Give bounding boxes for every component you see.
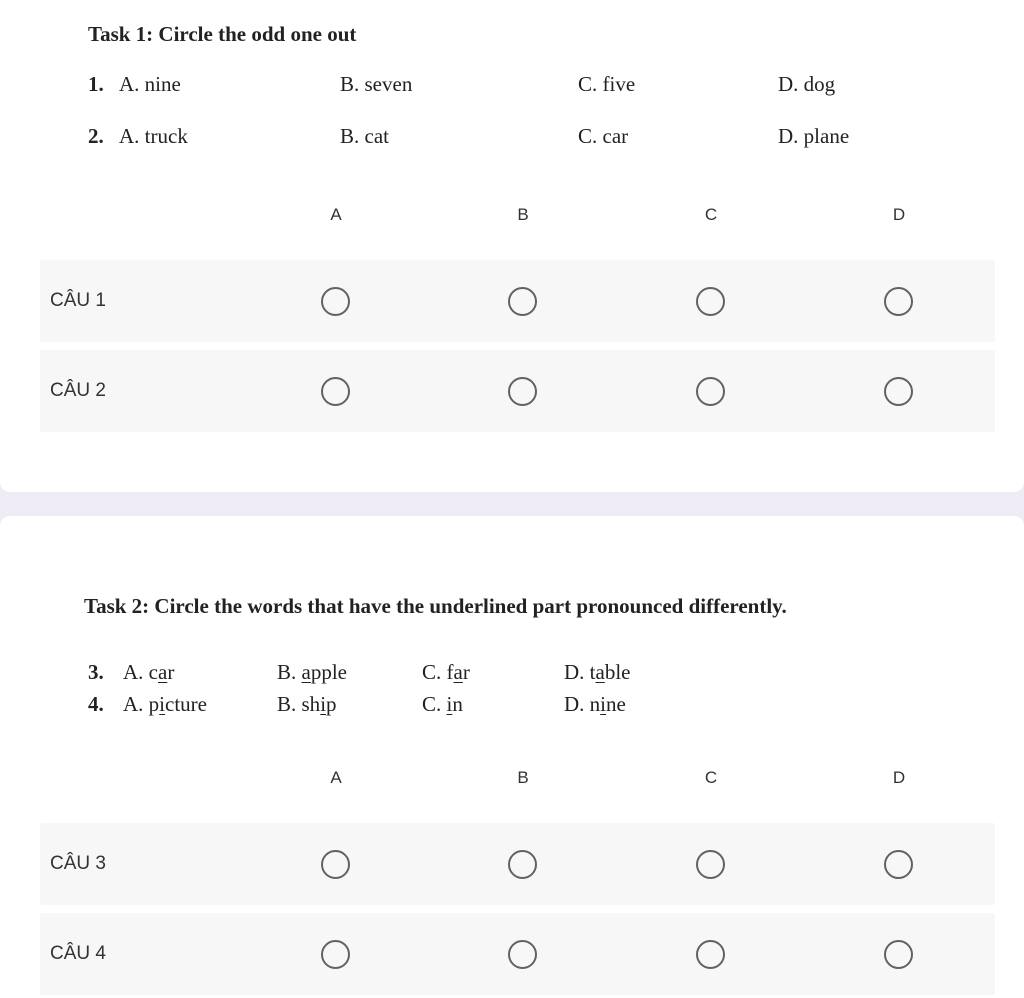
question-4-line	[88, 692, 988, 720]
grid-row-cau-2	[40, 350, 995, 432]
question-number: 4.	[88, 692, 104, 716]
radio-cau-2-d[interactable]	[884, 377, 913, 406]
radio-cau-3-d[interactable]	[884, 850, 913, 879]
option-text: p	[326, 692, 337, 716]
radio-cau-4-b[interactable]	[508, 940, 537, 969]
radio-cau-1-c[interactable]	[696, 287, 725, 316]
column-header-b: B	[517, 768, 529, 787]
question-3-line	[88, 660, 988, 688]
option-b: B. seven	[340, 72, 413, 96]
option-d: D. plane	[778, 124, 850, 148]
question-number: 2.	[88, 124, 104, 148]
option-c	[422, 660, 470, 685]
option-a: A. truck	[119, 124, 188, 148]
underlined-part: i	[446, 692, 453, 716]
option-text: C.	[422, 692, 447, 716]
option-a	[123, 660, 174, 685]
radio-cau-2-b[interactable]	[508, 377, 537, 406]
radio-cau-1-d[interactable]	[884, 287, 913, 316]
question-1-line	[88, 72, 988, 100]
option-d	[564, 660, 630, 685]
option-c	[422, 692, 463, 717]
option-a	[123, 692, 207, 717]
question-2-line	[88, 124, 988, 152]
option-text: ne	[606, 692, 626, 716]
radio-cau-3-a[interactable]	[321, 850, 350, 879]
grid-row-cau-3	[40, 823, 995, 905]
column-header-d: D	[892, 768, 906, 787]
grid-row-cau-1	[40, 260, 995, 342]
column-header-a: A	[330, 768, 342, 787]
row-label: CÂU 2	[50, 380, 106, 401]
question-card-task-2	[0, 516, 1024, 998]
radio-cau-2-a[interactable]	[321, 377, 350, 406]
option-b	[277, 660, 347, 685]
row-label: CÂU 3	[50, 853, 106, 874]
option-text: r	[462, 660, 470, 684]
task-1-title: Task 1: Circle the odd one out	[88, 22, 357, 46]
option-text: D. n	[564, 692, 601, 716]
radio-cau-2-c[interactable]	[696, 377, 725, 406]
underlined-part: a	[453, 660, 463, 684]
radio-cau-4-d[interactable]	[884, 940, 913, 969]
radio-cau-4-c[interactable]	[696, 940, 725, 969]
option-text: A. c	[123, 660, 158, 684]
column-header-c: C	[704, 768, 718, 787]
underlined-part: a	[301, 660, 311, 684]
option-c: C. five	[578, 72, 636, 96]
column-header-b: B	[517, 205, 529, 224]
underlined-part: a	[158, 660, 168, 684]
column-header-c: C	[704, 205, 718, 224]
option-b	[277, 692, 337, 717]
radio-cau-3-b[interactable]	[508, 850, 537, 879]
option-text: pple	[310, 660, 347, 684]
underlined-part: i	[320, 692, 327, 716]
option-text: D. t	[564, 660, 596, 684]
underlined-part: i	[159, 692, 166, 716]
option-b: B. cat	[340, 124, 389, 148]
underlined-part: a	[595, 660, 605, 684]
radio-cau-1-b[interactable]	[508, 287, 537, 316]
column-header-a: A	[330, 205, 342, 224]
option-text: B.	[277, 660, 302, 684]
option-d: D. dog	[778, 72, 836, 96]
question-number: 3.	[88, 660, 104, 684]
question-card-task-1	[0, 0, 1024, 492]
row-label: CÂU 4	[50, 943, 106, 964]
question-number: 1.	[88, 72, 104, 96]
radio-cau-1-a[interactable]	[321, 287, 350, 316]
radio-cau-3-c[interactable]	[696, 850, 725, 879]
option-text: ble	[604, 660, 631, 684]
grid-row-cau-4	[40, 913, 995, 995]
column-header-d: D	[892, 205, 906, 224]
option-text: n	[452, 692, 463, 716]
option-a: A. nine	[119, 72, 181, 96]
option-text: C. f	[422, 660, 454, 684]
option-text: A. p	[123, 692, 160, 716]
underlined-part: i	[600, 692, 607, 716]
row-label: CÂU 1	[50, 290, 106, 311]
option-text: cture	[165, 692, 207, 716]
option-text: r	[167, 660, 175, 684]
option-c: C. car	[578, 124, 629, 148]
option-text: B. sh	[277, 692, 321, 716]
task-2-title: Task 2: Circle the words that have the underlined part pronounced differently.	[84, 594, 787, 618]
radio-cau-4-a[interactable]	[321, 940, 350, 969]
option-d	[564, 692, 626, 717]
